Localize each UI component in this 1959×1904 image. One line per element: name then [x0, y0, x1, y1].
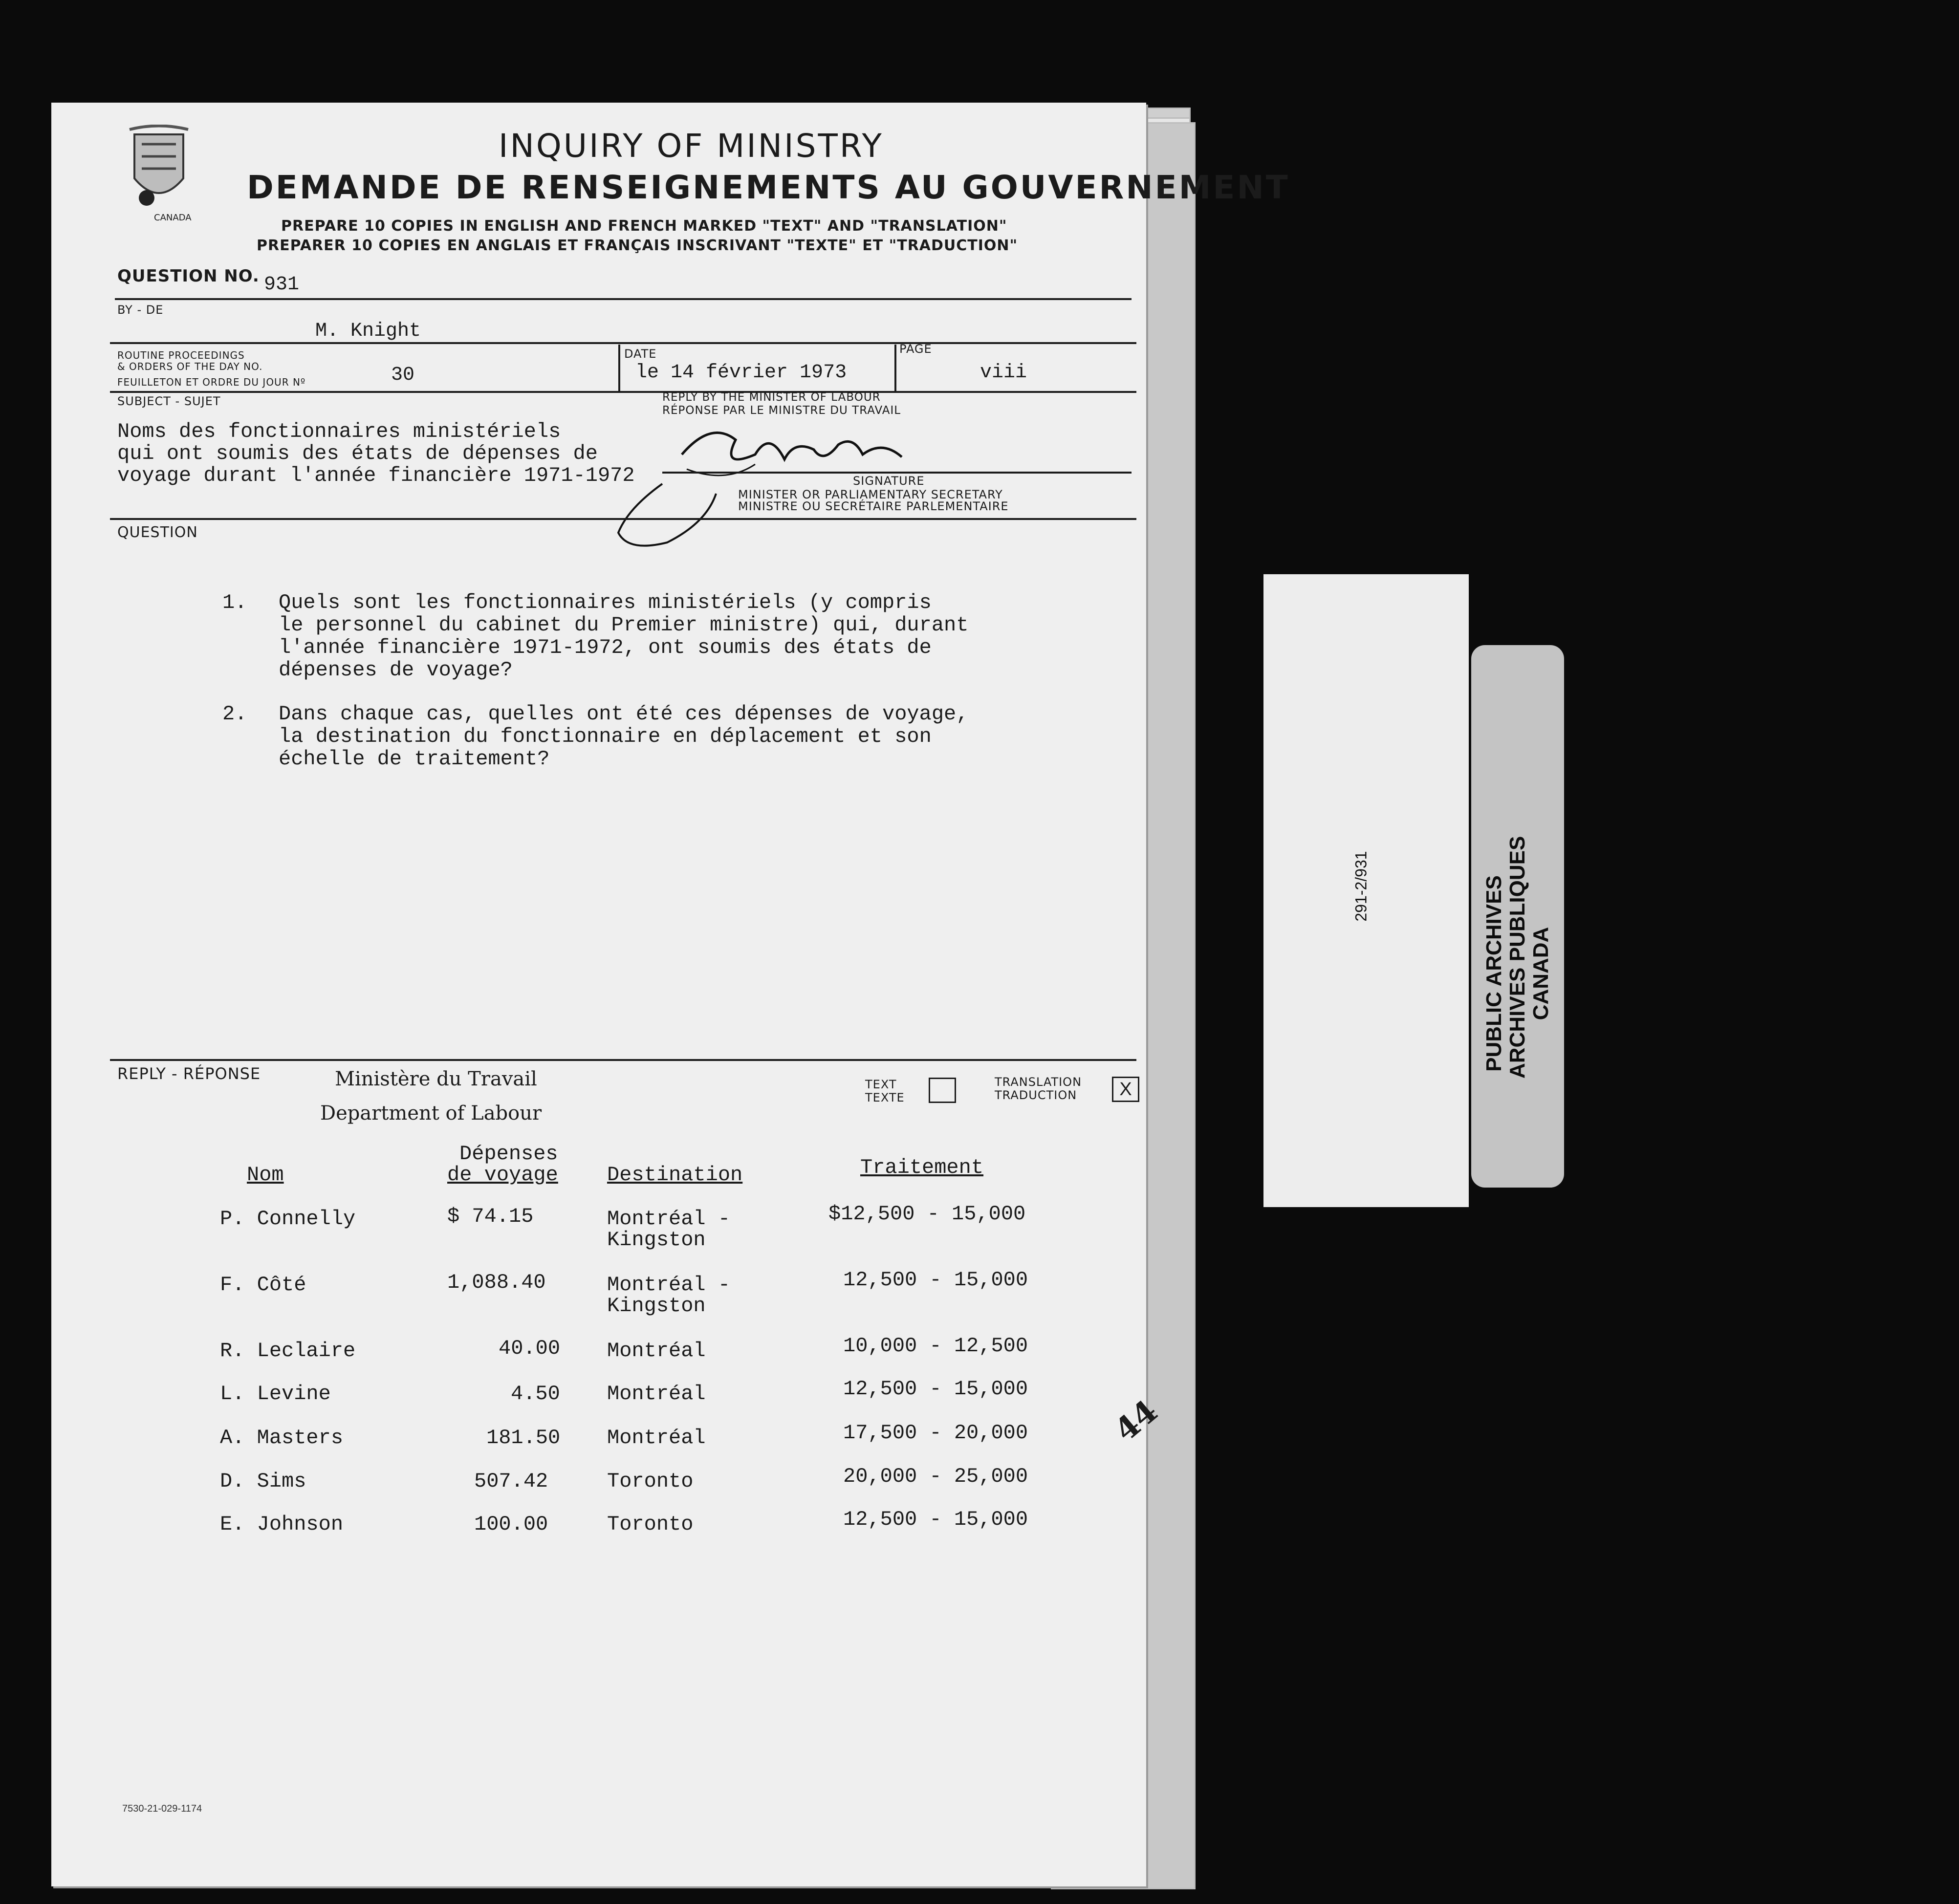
header-depenses-2: de voyage	[447, 1163, 558, 1187]
archive-reference-slip	[1263, 574, 1469, 1207]
form-code: 7530-21-029-1174	[122, 1803, 202, 1814]
archive-stamp-slip	[1471, 645, 1564, 1188]
cell-destination: Montréal	[607, 1339, 706, 1363]
cell-traitement: 20,000 - 25,000	[843, 1465, 1028, 1488]
cell-traitement: 12,500 - 15,000	[843, 1268, 1028, 1292]
cell-nom: E. Johnson	[220, 1513, 344, 1536]
cell-depenses: $ 74.15	[447, 1205, 534, 1228]
divider	[110, 518, 1136, 520]
emblem-label: CANADA	[154, 213, 192, 223]
divider	[115, 298, 1132, 300]
archive-reference: 291-2/931	[1352, 851, 1370, 922]
page-label: PAGE	[899, 342, 932, 356]
signature-label: SIGNATURE	[853, 474, 925, 488]
cell-depenses: 40.00	[499, 1337, 561, 1360]
header-nom: Nom	[247, 1163, 284, 1187]
text-checkbox	[929, 1078, 956, 1103]
subject-line-3: voyage durant l'année financière 1971-1972	[117, 464, 635, 487]
question-item-number: 2.	[222, 702, 247, 726]
reply-label: REPLY - RÉPONSE	[117, 1064, 261, 1083]
translation-check-mark: X	[1119, 1079, 1132, 1100]
text-label-1: TEXT	[865, 1078, 897, 1091]
title-english: INQUIRY OF MINISTRY	[499, 127, 884, 165]
cell-destination: Montréal	[607, 1382, 706, 1406]
title-french: DEMANDE DE RENSEIGNEMENTS AU GOUVERNEMENT	[247, 169, 1290, 206]
question-item-line: le personnel du cabinet du Premier ministre) qui, durant	[279, 613, 969, 637]
cell-destination: Montréal -	[607, 1207, 731, 1231]
header-destination: Destination	[607, 1163, 743, 1187]
text-label-2: TEXTE	[865, 1091, 905, 1104]
question-no-label: QUESTION NO.	[117, 266, 260, 286]
prepare-instruction-english: PREPARE 10 COPIES IN ENGLISH AND FRENCH MARKED "TEXT" AND "TRANSLATION"	[281, 217, 1007, 235]
cell-traitement: 12,500 - 15,000	[843, 1508, 1028, 1531]
cell-depenses: 181.50	[486, 1426, 561, 1450]
minister-english-label: MINISTER OR PARLIAMENTARY SECRETARY	[738, 488, 1003, 501]
cell-destination: Toronto	[607, 1513, 694, 1536]
question-item-line: Quels sont les fonctionnaires ministériels (y compris	[279, 591, 932, 614]
subject-line-2: qui ont soumis des états de dépenses de	[117, 442, 598, 465]
cell-depenses: 100.00	[474, 1513, 548, 1536]
cell-traitement: 17,500 - 20,000	[843, 1421, 1028, 1445]
cell-nom: A. Masters	[220, 1426, 344, 1450]
divider	[894, 345, 896, 391]
archive-stamp-line-2: ARCHIVES PUBLIQUES	[1505, 836, 1529, 1079]
by-label: BY - DE	[117, 303, 164, 317]
cell-destination: Toronto	[607, 1470, 694, 1493]
cell-destination-2: Kingston	[607, 1228, 706, 1252]
cell-traitement: 10,000 - 12,500	[843, 1334, 1028, 1358]
reply-by-english: REPLY BY THE MINISTER OF LABOUR	[662, 391, 881, 404]
question-item-number: 1.	[222, 591, 247, 614]
prepare-instruction-french: PREPARER 10 COPIES EN ANGLAIS ET FRANÇAIS INSCRIVANT "TEXTE" ET "TRADUCTION"	[257, 237, 1018, 254]
divider	[110, 1059, 1136, 1061]
reply-by-french: RÉPONSE PAR LE MINISTRE DU TRAVAIL	[662, 404, 901, 417]
page-number-stamp: 44	[1108, 1393, 1165, 1449]
date-value: le 14 février 1973	[635, 362, 847, 384]
question-item-line: Dans chaque cas, quelles ont été ces dépenses de voyage,	[279, 702, 969, 726]
page-value: viii	[980, 362, 1027, 384]
divider	[618, 345, 620, 391]
header-depenses-1: Dépenses	[459, 1142, 558, 1166]
minister-french-label: MINISTRE OU SECRÉTAIRE PARLEMENTAIRE	[738, 499, 1009, 513]
subject-line-1: Noms des fonctionnaires ministériels	[117, 420, 561, 443]
cell-destination: Montréal -	[607, 1273, 731, 1297]
cell-traitement: 12,500 - 15,000	[843, 1377, 1028, 1401]
translation-checkbox	[1112, 1077, 1139, 1102]
question-no-value: 931	[264, 274, 300, 296]
question-item-line: dépenses de voyage?	[279, 658, 513, 682]
cell-depenses: 4.50	[511, 1382, 560, 1406]
cell-destination: Montréal	[607, 1426, 706, 1450]
question-item-line: échelle de traitement?	[279, 747, 550, 771]
routine-no-value: 30	[391, 364, 415, 386]
date-label: DATE	[624, 347, 657, 361]
ministry-english: Department of Labour	[320, 1102, 542, 1125]
routine-label-2: & ORDERS OF THE DAY NO.	[117, 361, 263, 372]
archive-stamp-line-1: PUBLIC ARCHIVES	[1482, 875, 1506, 1072]
divider	[110, 342, 1136, 344]
cell-traitement: $12,500 - 15,000	[828, 1202, 1026, 1226]
by-value: M. Knight	[315, 320, 421, 342]
coat-of-arms-icon	[125, 125, 193, 217]
routine-label-1: ROUTINE PROCEEDINGS	[117, 349, 245, 361]
question-label: QUESTION	[117, 524, 198, 541]
cell-depenses: 1,088.40	[447, 1271, 546, 1294]
subject-label: SUBJECT - SUJET	[117, 394, 221, 408]
divider	[110, 391, 1136, 393]
cell-destination-2: Kingston	[607, 1294, 706, 1318]
question-item-line: l'année financière 1971-1972, ont soumis des états de	[279, 636, 932, 659]
archive-stamp-line-3: CANADA	[1529, 927, 1553, 1020]
cell-depenses: 507.42	[474, 1470, 548, 1493]
cell-nom: L. Levine	[220, 1382, 331, 1406]
cell-nom: P. Connelly	[220, 1207, 356, 1231]
translation-label-1: TRANSLATION	[995, 1075, 1082, 1089]
cell-nom: F. Côté	[220, 1273, 306, 1297]
inquiry-form-page	[51, 103, 1290, 1886]
header-traitement: Traitement	[860, 1156, 984, 1179]
cell-nom: D. Sims	[220, 1470, 306, 1493]
question-item-line: la destination du fonctionnaire en déplacement et son	[279, 725, 932, 748]
routine-label-3: FEUILLETON ET ORDRE DU JOUR Nº	[117, 376, 306, 388]
ministry-french: Ministère du Travail	[335, 1068, 537, 1090]
signature-line	[662, 472, 1132, 474]
archive-stamp	[1482, 836, 1553, 1079]
cell-nom: R. Leclaire	[220, 1339, 356, 1363]
translation-label-2: TRADUCTION	[995, 1088, 1077, 1102]
minister-signature	[609, 411, 1000, 557]
